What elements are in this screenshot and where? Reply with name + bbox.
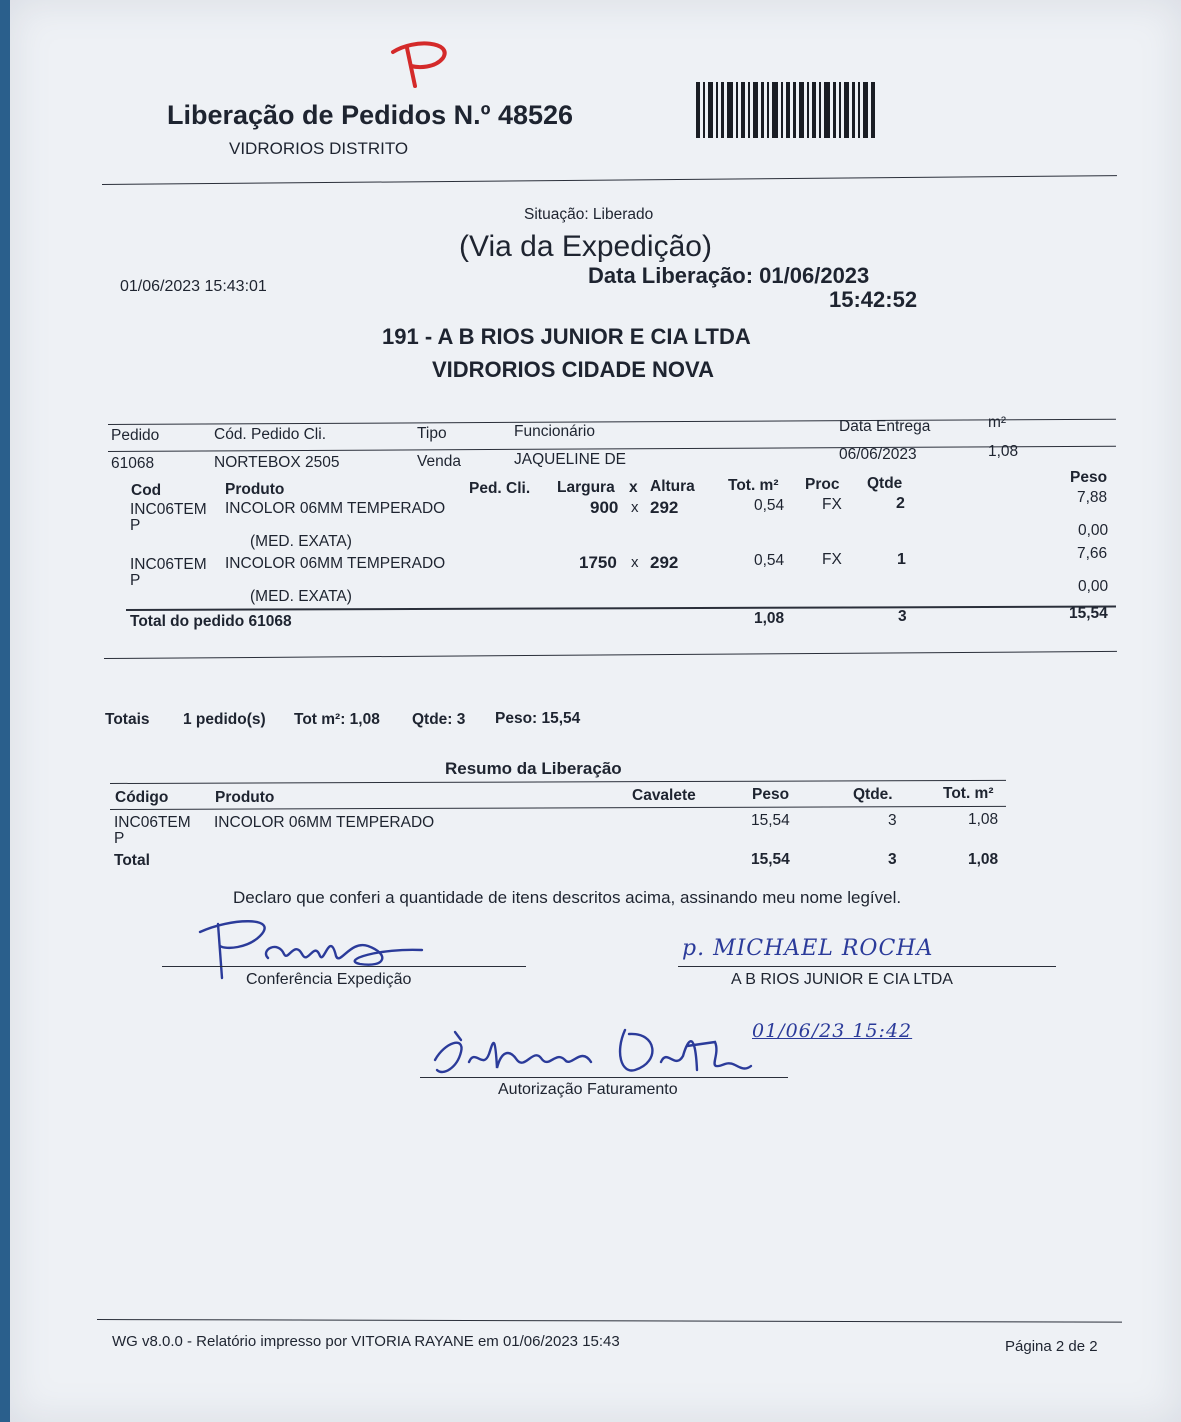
order-number: 61068 — [111, 455, 155, 472]
item-2-cod-cont: P — [130, 572, 141, 589]
item-1-x: x — [631, 499, 639, 516]
item-2-produto: INCOLOR 06MM TEMPERADO — [225, 555, 446, 572]
col-altura: Altura — [650, 478, 695, 495]
item-1-proc: FX — [822, 496, 842, 513]
company-name: VIDRORIOS DISTRITO — [229, 139, 409, 158]
order-total-peso: 15,54 — [1069, 605, 1108, 622]
col-qtde: Qtde — [867, 475, 903, 492]
summary-title: Resumo da Liberação — [445, 759, 622, 778]
signature-line-left — [162, 966, 526, 967]
client-store: VIDRORIOS CIDADE NOVA — [432, 357, 714, 382]
delivery-date: 06/06/2023 — [839, 446, 917, 463]
label-tipo: Tipo — [417, 425, 447, 442]
summary-row-tot-m2: 1,08 — [968, 811, 999, 828]
item-2-peso-extra: 0,00 — [1078, 578, 1109, 595]
summary-col-codigo: Código — [115, 789, 169, 806]
summary-total-qtde: 3 — [888, 851, 897, 868]
page-number: Página 2 de 2 — [1005, 1338, 1098, 1355]
summary-col-cavalete: Cavalete — [632, 787, 696, 804]
handwritten-mark-p — [385, 36, 455, 90]
declaration-text: Declaro que conferi a quantidade de itens descritos acima, assinando meu nome legível. — [233, 888, 902, 907]
item-1-peso: 7,88 — [1077, 489, 1108, 506]
totals-qtde: Qtde: 3 — [412, 711, 466, 728]
summary-col-tot-m2: Tot. m² — [943, 785, 994, 802]
item-1-peso-extra: 0,00 — [1078, 522, 1109, 539]
col-peso: Peso — [1070, 469, 1108, 486]
order-type: Venda — [417, 453, 461, 470]
col-ped-cli: Ped. Cli. — [469, 480, 531, 497]
summary-total-peso: 15,54 — [751, 851, 790, 868]
employee: JAQUELINE DE — [514, 451, 626, 468]
release-date: Data Liberação: 01/06/2023 — [588, 263, 870, 288]
item-2-cod: INC06TEM — [130, 556, 207, 573]
signature-line-bottom — [420, 1077, 788, 1078]
totals-m2: Tot m²: 1,08 — [294, 711, 380, 728]
col-produto: Produto — [225, 481, 285, 498]
item-1-cod: INC06TEM — [130, 501, 207, 518]
signature-label-bottom: Autorização Faturamento — [498, 1081, 678, 1098]
printed-at: 01/06/2023 15:43:01 — [120, 278, 267, 295]
order-total-label: Total do pedido 61068 — [130, 613, 292, 630]
item-2-tot-m2: 0,54 — [754, 552, 785, 569]
page-title: Liberação de Pedidos N.º 48526 — [167, 100, 574, 130]
summary-row-peso: 15,54 — [751, 812, 790, 829]
col-x: x — [629, 479, 638, 496]
signature-label-left: Conferência Expedição — [246, 971, 412, 988]
item-1-obs: (MED. EXATA) — [250, 533, 352, 550]
item-2-x: x — [631, 554, 639, 571]
totals-peso: Peso: 15,54 — [495, 710, 581, 727]
signature-line-right — [678, 966, 1056, 967]
release-time: 15:42:52 — [829, 287, 918, 312]
item-2-proc: FX — [822, 551, 842, 568]
item-1-altura: 292 — [650, 498, 679, 517]
summary-total-label: Total — [114, 852, 150, 869]
client-name: 191 - A B RIOS JUNIOR E CIA LTDA — [382, 324, 751, 349]
summary-row-cod: INC06TEM — [114, 814, 191, 831]
summary-row-qtde: 3 — [888, 812, 897, 829]
item-2-peso: 7,66 — [1077, 545, 1108, 562]
status-text: Situação: Liberado — [524, 206, 654, 223]
signature-label-right: A B RIOS JUNIOR E CIA LTDA — [731, 971, 953, 988]
item-1-produto: INCOLOR 06MM TEMPERADO — [225, 500, 446, 517]
client-order-code: NORTEBOX 2505 — [214, 454, 340, 471]
item-1-tot-m2: 0,54 — [754, 497, 785, 514]
item-1-largura: 900 — [590, 498, 619, 517]
totals-label: Totais — [105, 711, 150, 728]
item-1-qtde: 2 — [896, 495, 905, 512]
item-2-qtde: 1 — [897, 551, 906, 568]
order-total-qtde: 3 — [898, 608, 907, 625]
col-tot-m2: Tot. m² — [728, 477, 779, 494]
col-proc: Proc — [805, 476, 840, 493]
label-funcionario: Funcionário — [514, 423, 595, 440]
summary-col-qtde: Qtde. — [853, 786, 893, 803]
summary-row-cod-cont: P — [114, 830, 125, 847]
totals-orders: 1 pedido(s) — [183, 711, 266, 728]
summary-col-produto: Produto — [215, 789, 275, 806]
label-pedido: Pedido — [111, 427, 160, 444]
item-1-cod-cont: P — [130, 517, 141, 534]
copy-type: (Via da Expedição) — [459, 230, 712, 263]
item-2-largura: 1750 — [579, 553, 617, 572]
order-total-m2: 1,08 — [754, 610, 785, 627]
summary-col-peso: Peso — [752, 786, 790, 803]
footer-report-info: WG v8.0.0 - Relatório impresso por VITORIA RAYANE em 01/06/2023 15:43 — [112, 1333, 620, 1350]
col-cod: Cod — [131, 482, 162, 499]
summary-row-produto: INCOLOR 06MM TEMPERADO — [214, 814, 435, 831]
item-2-altura: 292 — [650, 553, 679, 572]
label-data-entrega: Data Entrega — [839, 418, 931, 435]
barcode — [696, 82, 876, 138]
col-largura: Largura — [557, 479, 615, 496]
label-m2: m² — [988, 414, 1007, 431]
signature-client-handwritten: p. MICHAEL ROCHA — [682, 936, 934, 961]
item-2-obs: (MED. EXATA) — [250, 588, 352, 605]
handwritten-date: 01/06/23 15:42 — [752, 1020, 913, 1042]
order-m2: 1,08 — [988, 443, 1019, 460]
summary-total-tot-m2: 1,08 — [968, 851, 999, 868]
signature-autorizacao — [425, 1012, 765, 1092]
label-cod-pedido-cli: Cód. Pedido Cli. — [214, 426, 327, 443]
